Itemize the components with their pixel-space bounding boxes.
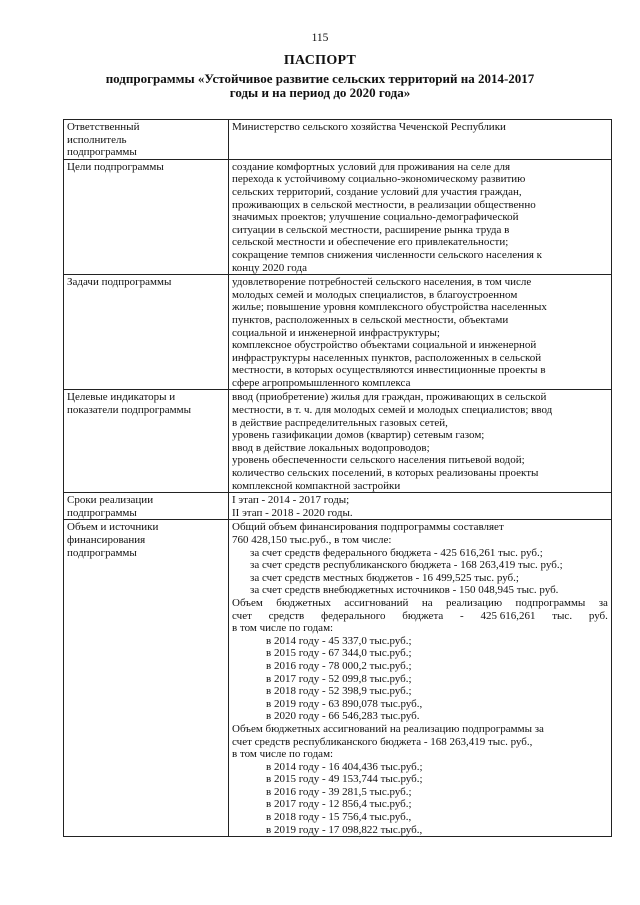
value-line: в действие распределительных газовых сетей, (232, 416, 448, 429)
value-line: социальной и инженерной инфраструктуры; (232, 326, 440, 339)
label-line: Сроки реализации (67, 494, 154, 507)
value-cell (229, 275, 612, 390)
funding-source-line: за счет средств внебюджетных источников - 150 048,945 тыс. руб. (250, 584, 559, 597)
value-line: Министерство сельского хозяйства Чеченской Республики (232, 121, 506, 133)
label-cell (64, 120, 229, 160)
table-row-tasks (64, 275, 612, 390)
label-line: Цели подпрограммы (67, 160, 164, 173)
value-line: пунктов, расположенных в сельской местности, объектами (232, 313, 509, 326)
value-line: перехода к устойчивому социально-экономическому развитию (232, 173, 526, 186)
year-line: в 2014 году - 16 404,436 тыс.руб.; (266, 760, 423, 773)
word: бюджета (402, 609, 444, 622)
value-line: счет средств республиканского бюджета - 168 263,419 тыс. руб., (232, 735, 533, 748)
justified-line (232, 610, 608, 623)
justified-line (232, 597, 608, 610)
value-line: жилье; повышение уровня комплексного обустройства населенных (232, 301, 547, 314)
word: федерального (321, 609, 386, 622)
table-row-funding (64, 520, 612, 837)
value-line: сельских территорий, создание условий для участия граждан, (232, 185, 522, 198)
value-line: в том числе по годам: (232, 748, 334, 761)
value-line: в том числе по годам: (232, 622, 334, 635)
year-line: в 2016 году - 78 000,2 тыс.руб.; (266, 659, 412, 672)
value-line: местности, в т. ч. для молодых семей и молодых специалистов; ввод (232, 404, 553, 417)
label-cell (64, 520, 229, 837)
funding-source-line: за счет средств республиканского бюджета - 168 263,419 тыс. руб.; (250, 559, 563, 572)
word: счет (232, 609, 252, 622)
value-line: проживающих в сельской местности, в реализации общественно (232, 198, 536, 211)
label-line: подпрограммы (67, 506, 137, 519)
value-line: I этап - 2014 - 2017 годы; (232, 494, 350, 507)
word: руб. (588, 609, 608, 622)
year-line: в 2017 году - 12 856,4 тыс.руб.; (266, 798, 412, 811)
year-line: в 2017 году - 52 099,8 тыс.руб.; (266, 672, 412, 685)
value-line: создание комфортных условий для проживания на селе для (232, 160, 511, 173)
year-line: в 2014 году - 45 337,0 тыс.руб.; (266, 634, 412, 647)
document-title: ПАСПОРТ (283, 53, 357, 68)
word: - (460, 609, 464, 622)
word: ассигнований (344, 596, 409, 609)
value-line: сельской местности и обеспечение его привлекательности; (232, 236, 509, 249)
subtitle-line: годы и на период до 2020 года» (229, 85, 411, 100)
value-cell (229, 390, 612, 493)
year-line: в 2015 году - 49 153,744 тыс.руб.; (266, 773, 423, 786)
value-line: молодых семей и молодых специалистов, в благоустроенном (232, 288, 518, 301)
value-line: значимых проектов; улучшение социально-демографической (232, 211, 519, 224)
label-cell (64, 390, 229, 493)
value-line: ситуации в сельской местности, расширение рынка труда в (232, 223, 510, 236)
value-line: местности, в которых осуществляются инвестиционные проекты в (232, 364, 546, 377)
value-cell (229, 159, 612, 274)
value-line: концу 2020 года (232, 261, 307, 274)
label-line: показатели подпрограммы (67, 404, 191, 417)
table-row-goals (64, 159, 612, 274)
label-line: исполнитель (67, 133, 127, 146)
year-line: в 2015 году - 67 344,0 тыс.руб.; (266, 647, 412, 660)
value-line: 760 428,150 тыс.руб., в том числе: (232, 534, 392, 546)
value-cell (229, 520, 612, 837)
table-row-responsible (64, 120, 612, 160)
year-line: в 2016 году - 39 281,5 тыс.руб.; (266, 785, 412, 798)
value-cell (229, 493, 612, 520)
word: за (598, 596, 608, 609)
word: средств (268, 609, 305, 622)
word: на (421, 596, 433, 609)
year-line: в 2019 году - 63 890,078 тыс.руб., (266, 697, 423, 710)
label-line: подпрограммы (67, 546, 137, 559)
funding-source-line: за счет средств федерального бюджета - 425 616,261 тыс. руб.; (250, 546, 543, 559)
value-line: сфере агропромышленного комплекса (232, 376, 411, 389)
label-line: подпрограммы (67, 146, 137, 159)
value-cell (229, 120, 612, 160)
label-cell (64, 159, 229, 274)
label-line: Задачи подпрограммы (67, 276, 172, 289)
value-line: количество сельских поселений, в которых реализованы проекты (232, 467, 539, 480)
passport-table (63, 119, 612, 837)
word: бюджетных (276, 596, 331, 609)
value-line: Общий объем финансирования подпрограммы составляет (232, 521, 504, 534)
document-subtitle (60, 72, 580, 100)
value-line: ввод в действие локальных водопроводов; (232, 441, 430, 454)
page-number: 115 (311, 32, 329, 44)
value-line: ввод (приобретение) жилья для граждан, проживающих в сельской (232, 391, 547, 404)
word: 425 616,261 (480, 609, 536, 622)
year-line: в 2019 году - 17 098,822 тыс.руб., (266, 823, 423, 836)
label-cell (64, 275, 229, 390)
label-line: Целевые индикаторы и (67, 391, 176, 404)
label-cell (64, 493, 229, 520)
funding-source-line: за счет средств местных бюджетов - 16 499,525 тыс. руб.; (250, 571, 519, 584)
value-line: сокращение темпов снижения численности сельского населения к (232, 248, 542, 261)
year-line: в 2020 году - 66 546,283 тыс.руб. (266, 710, 420, 723)
label-line: Ответственный (67, 121, 140, 133)
value-line: уровень газификации домов (квартир) сетевым газом; (232, 429, 485, 442)
table-row-indicators (64, 390, 612, 493)
value-line: Объем бюджетных ассигнований на реализацию подпрограммы за (232, 722, 544, 735)
subtitle-line: подпрограммы «Устойчивое развитие сельских территорий на 2014-2017 (105, 71, 535, 86)
year-line: в 2018 году - 52 398,9 тыс.руб.; (266, 685, 412, 698)
word: реализацию (446, 596, 503, 609)
label-line: Объем и источники (67, 521, 159, 534)
value-line: уровень обеспеченности сельского населения питьевой водой; (232, 454, 525, 467)
value-line: инфраструктуры населенных пунктов, расположенных в сельской (232, 351, 542, 364)
year-line: в 2018 году - 15 756,4 тыс.руб., (266, 811, 412, 824)
word: подпрограммы (515, 596, 586, 609)
value-line: комплексное обустройство объектами социальной и инженерной (232, 339, 537, 352)
table-row-terms (64, 493, 612, 520)
value-line: комплексной компактной застройки (232, 479, 401, 492)
value-line: удовлетворение потребностей сельского населения, в том числе (232, 276, 532, 289)
label-line: финансирования (67, 534, 146, 546)
value-line: II этап - 2018 - 2020 годы. (232, 506, 353, 519)
word: Объем (232, 596, 263, 609)
word: тыс. (552, 609, 573, 622)
